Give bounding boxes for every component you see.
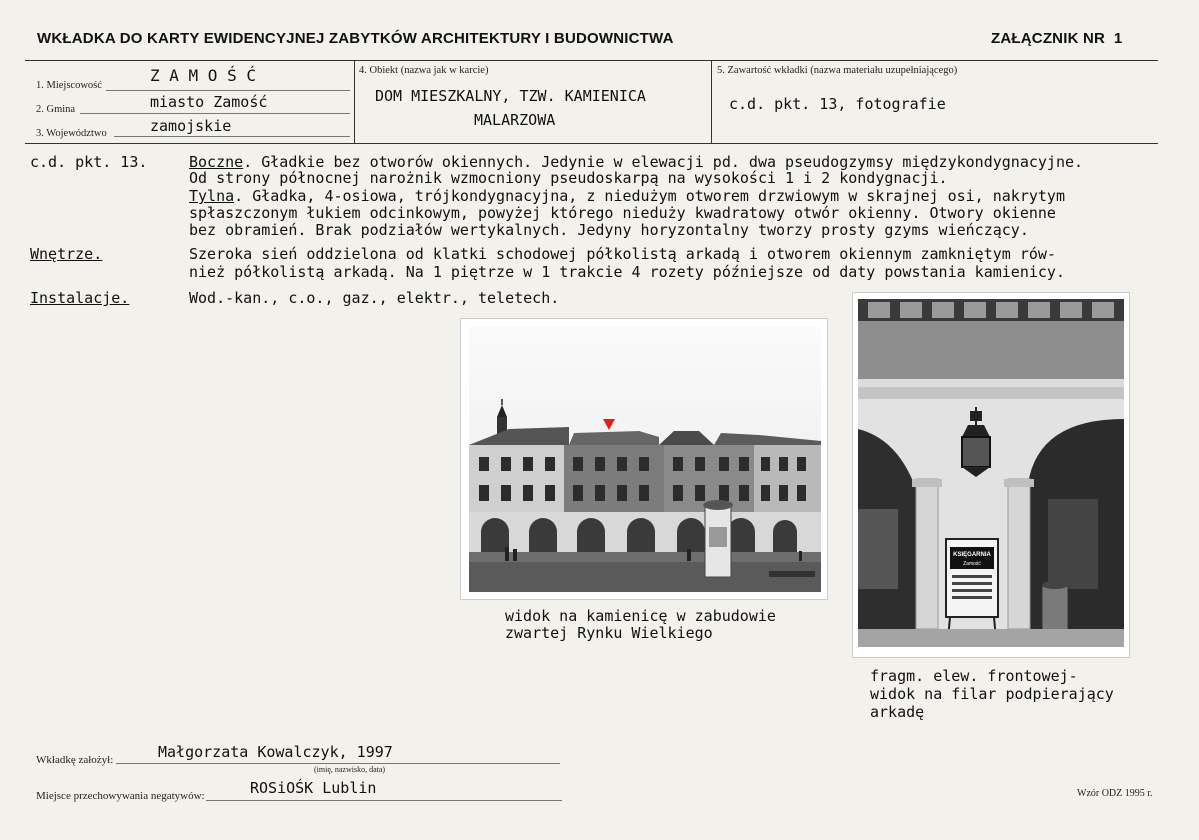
obiekt-line1: DOM MIESZKALNY, TZW. KAMIENICA <box>375 87 646 105</box>
miejsce-line <box>206 800 562 801</box>
sign-line2: Zamość <box>963 561 981 567</box>
gmina-label: 2. Gmina <box>36 104 76 115</box>
photo2-caption-line2: widok na filar podpierający <box>870 685 1114 703</box>
zalozyl-value: Małgorzata Kowalczyk, 1997 <box>158 743 393 761</box>
header-rule-bottom <box>25 143 1158 144</box>
sign-line1: KSIĘGARNIA <box>953 552 991 558</box>
wnetrze-line1: Szeroka sień oddzielona od klatki schodowej półkolistą arkadą i otworem okiennym zamkniętym rów- <box>189 245 1056 263</box>
photo-arcade-pillar <box>852 292 1130 658</box>
form-title: WKŁADKA DO KARTY EWIDENCYJNEJ ZABYTKÓW ARCHITEKTURY I BUDOWNICTWA <box>37 30 674 47</box>
photo2-caption-line1: fragm. elew. frontowej- <box>870 667 1078 685</box>
field-divider-1 <box>354 61 355 143</box>
attachment-label: ZAŁĄCZNIK NR 1 <box>991 30 1123 47</box>
tylna-line2: spłaszczonym łukiem odcinkowym, powyżej którego nieduży kwadratowy otwór okienny. Otwory okienne <box>189 204 1056 222</box>
boczne-line2: Od strony północnej narożnik wzmocniony pseudoskarpą na wysokości 1 i 2 kondygnacji. <box>189 169 948 187</box>
wojewodztwo-line <box>114 136 350 137</box>
zalozyl-hint: (imię, nazwisko, data) <box>314 765 386 774</box>
miejsce-value: ROSiOŚK Lublin <box>250 779 377 797</box>
photo-market-square <box>460 318 828 600</box>
field-divider-2 <box>711 61 712 143</box>
cd-pkt-label: c.d. pkt. 13. <box>30 153 148 171</box>
marker-arrow <box>603 419 615 430</box>
market-square-image <box>469 327 821 592</box>
wzor-label: Wzór ODZ 1995 r. <box>1077 788 1153 799</box>
wojewodztwo-value: zamojskie <box>150 117 232 135</box>
miejscowosc-value: Z A M O Ś Ć <box>150 66 256 85</box>
photo2-caption-line3: arkadę <box>870 703 925 721</box>
gmina-line <box>80 113 350 114</box>
instalacje-text: Wod.-kan., c.o., gaz., elektr., teletech. <box>189 289 560 307</box>
wnetrze-line2: nież półkolistą arkadą. Na 1 piętrze w 1 trakcie 4 rozety późniejsze od daty powstania kamienicy. <box>189 263 1065 281</box>
obiekt-label: 4. Obiekt (nazwa jak w karcie) <box>359 65 489 76</box>
arcade-pillar-image <box>858 299 1124 647</box>
header-rule-top <box>25 60 1158 61</box>
photo1-caption-line1: widok na kamienicę w zabudowie <box>505 607 776 625</box>
market-square-drawing <box>469 327 821 592</box>
zalozyl-label: Wkładkę założył: <box>36 754 114 766</box>
miejscowosc-label: 1. Miejscowość <box>36 80 102 91</box>
miejsce-label: Miejsce przechowywania negatywów: <box>36 790 205 802</box>
wojewodztwo-label: 3. Województwo <box>36 128 107 139</box>
wnetrze-label: Wnętrze. <box>30 245 103 263</box>
photo1-caption-line2: zwartej Rynku Wielkiego <box>505 624 713 642</box>
tylna-line1: Tylna. Gładka, 4-osiowa, trójkondygnacyjna, z niedużym otworem drzwiowym w skrajnej osi, nakrytym <box>189 187 1065 205</box>
miejscowosc-line <box>106 90 350 91</box>
zawartosc-value: c.d. pkt. 13, fotografie <box>729 95 946 113</box>
obiekt-line2: MALARZOWA <box>474 111 556 129</box>
boczne-line1: Boczne. Gładkie bez otworów okiennych. Jedynie w elewacji pd. dwa pseudogzymsy międzykondygnacyjne. <box>189 153 1084 171</box>
zalozyl-line <box>116 763 560 764</box>
gmina-value: miasto Zamość <box>150 93 268 111</box>
zawartosc-label: 5. Zawartość wkładki (nazwa materiału uzupełniającego) <box>717 65 958 76</box>
tylna-line3: bez obramień. Brak podziałów wertykalnych. Jedyny horyzontalny tworzy prosty gzyms wieńczący. <box>189 221 1029 239</box>
instalacje-label: Instalacje. <box>30 289 130 307</box>
arcade-pillar-drawing <box>858 299 1124 647</box>
